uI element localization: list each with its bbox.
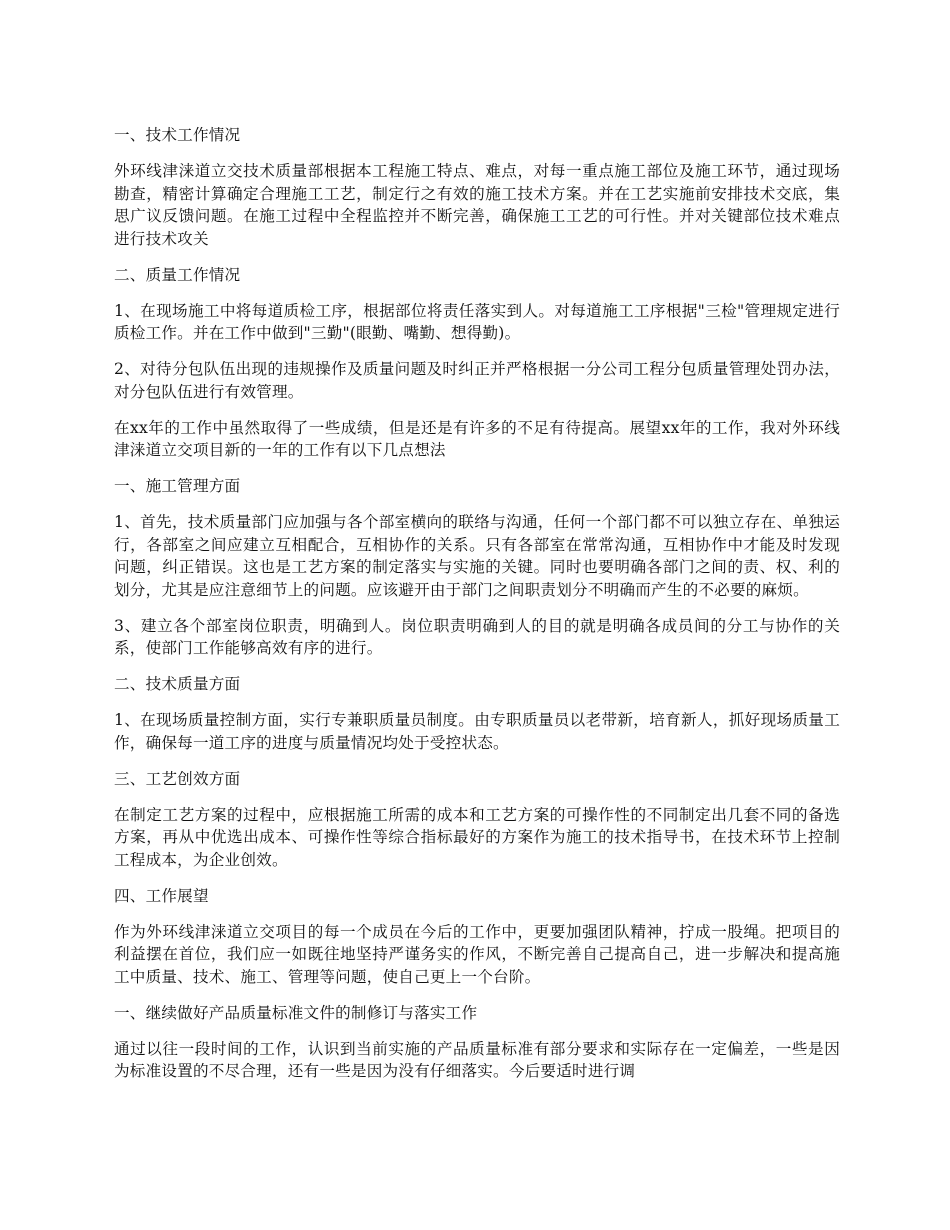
document-page [114,124,840,1096]
section-heading-construction-management: 一、施工管理方面 [114,477,241,495]
paragraph-management-item-1: 1、首先，技术质量部门应加强与各个部室横向的联络与沟通，任何一个部门都不可以独立存在、单独运行，各部室之间应建立互相配合，互相协作的关系。只有各部室在常常沟通，互相协作中才能及时发现问题，纠正错误。这也是工艺方案的制定落实与实施的关键。同时也要明确各部门之间的责、权、利的划分，尤其是应注意细节上的问题。应该避开由于部门之间职责划分不明确而产生的不必要的麻烦。 [114,513,840,599]
section-heading-quality-work: 二、质量工作情况 [114,265,241,284]
paragraph-product-standards: 通过以往一段时间的工作，认识到当前实施的产品质量标准有部分要求和实际存在一定偏差，一些是因为标准设置的不尽合理，还有一些是因为没有仔细落实。今后要适时进行调 [114,1039,840,1080]
paragraph-work-outlook: 作为外环线津涞道立交项目的每一个成员在今后的工作中，更要加强团队精神，拧成一股绳。把项目的利益摆在首位，我们应一如既往地坚持严谨务实的作风，不断完善自己提高自己，进一步解决和提高施工中质量、技术、施工、管理等问题，使自己更上一个台阶。 [114,922,840,986]
paragraph-quality-item-1: 1、在现场施工中将每道质检工序，根据部位将责任落实到人。对每道施工工序根据"三检"管理规定进行质检工作。并在工作中做到"三勤"(眼勤、嘴勤、想得勤)。 [114,301,840,342]
section-heading-product-standards: 一、继续做好产品质量标准文件的制修订与落实工作 [114,1003,478,1022]
section-heading-technical-quality: 二、技术质量方面 [114,675,241,693]
section-heading-technical-work: 一、技术工作情况 [114,126,241,144]
section-heading-process-efficiency: 三、工艺创效方面 [114,769,241,788]
paragraph-management-item-3: 3、建立各个部室岗位职责，明确到人。岗位职责明确到人的目的就是明确各成员间的分工与协作的关系，使部门工作能够高效有序的进行。 [114,616,840,657]
section-heading-work-outlook: 四、工作展望 [114,886,209,905]
paragraph-process-efficiency: 在制定工艺方案的过程中，应根据施工所需的成本和工艺方案的可操作性的不同制定出几套不同的备选方案，再从中优选出成本、可操作性等综合指标最好的方案作为施工的技术指导书，在技术环节上控制工程成本，为企业创效。 [114,805,840,869]
paragraph-outlook-intro: 在xx年的工作中虽然取得了一些成绩，但是还是有许多的不足有待提高。展望xx年的工作，我对外环线津涞道立交项目新的一年的工作有以下几点想法 [114,418,840,459]
paragraph-technical-work: 外环线津涞道立交技术质量部根据本工程施工特点、难点，对每一重点施工部位及施工环节，通过现场勘查，精密计算确定合理施工工艺，制定行之有效的施工技术方案。并在工艺实施前安排技术交底，集思广议反馈问题。在施工过程中全程监控并不断完善，确保施工工艺的可行性。并对关键部位技术难点进行技术攻关 [114,162,840,248]
paragraph-technical-quality-item-1: 1、在现场质量控制方面，实行专兼职质量员制度。由专职质量员以老带新，培育新人，抓好现场质量工作，确保每一道工序的进度与质量情况均处于受控状态。 [114,711,840,752]
paragraph-quality-item-2: 2、对待分包队伍出现的违规操作及质量问题及时纠正并严格根据一分公司工程分包质量管理处罚办法，对分包队伍进行有效管理。 [114,360,840,401]
